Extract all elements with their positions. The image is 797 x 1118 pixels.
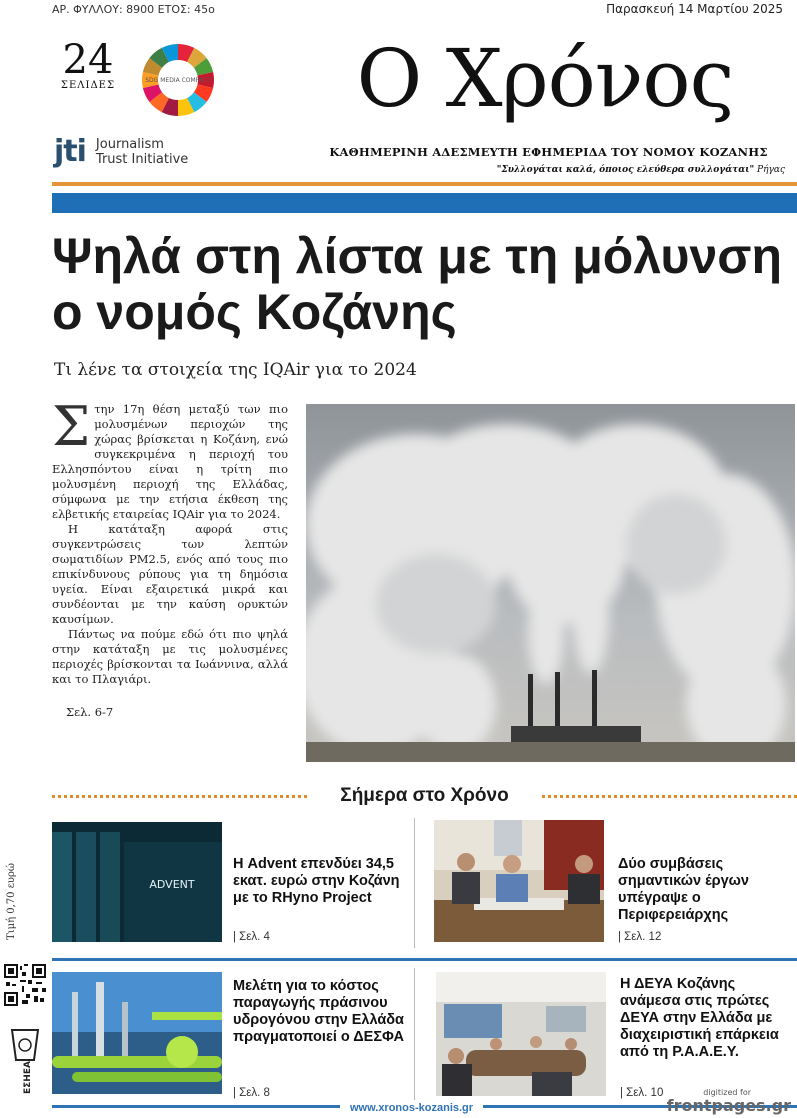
- lead-body: [52, 395, 288, 720]
- issue-number: ΑΡ. ΦΥΛΛΟΥ: 8900 ΕΤΟΣ: 45ο: [52, 2, 215, 16]
- blue-band: [52, 193, 797, 213]
- lead-page-ref[interactable]: Σελ. 6-7: [66, 705, 114, 719]
- page-count-label: ΣΕΛΙΔΕΣ: [60, 80, 116, 91]
- jti-line-1: Journalism: [95, 136, 164, 152]
- teaser-page-4[interactable]: | Σελ. 10: [620, 1087, 664, 1099]
- teaser-page-1[interactable]: | Σελ. 4: [233, 931, 270, 943]
- jti-logo: [54, 134, 188, 169]
- teaser-divider-bottom: [414, 968, 415, 1100]
- section-title: Σήμερα στο Χρόνο: [340, 785, 509, 806]
- sdg-media-compact-logo: [140, 42, 216, 118]
- masthead-quote: [497, 165, 785, 175]
- advent-thumbnail[interactable]: [52, 822, 222, 942]
- price-text: Τιμή 0,70 ευρώ: [6, 863, 17, 940]
- teaser-divider-top: [414, 818, 415, 948]
- teaser-title-4[interactable]: Η ΔΕΥΑ Κοζάνης ανάμεσα στις πρώτες ΔΕΥΑ στην Ελλάδα με διαχειριστική επάρκεια από τη Ρ.Α.Α.Ε.Υ.: [620, 976, 779, 1060]
- newspaper-tagline: ΚΑΘΗΜΕΡΙΝΗ ΑΔΕΣΜΕΥΤΗ ΕΦΗΜΕΡΙΔΑ ΤΟΥ ΝΟΜΟΥ ΚΟΖΑΝΗΣ: [329, 145, 768, 159]
- frontpages-watermark: [667, 1088, 791, 1115]
- newspaper-logo: Ο Χρόνος: [356, 32, 734, 125]
- top-bar: [52, 0, 783, 18]
- issue-date: Παρασκευή 14 Μαρτίου 2025: [606, 2, 783, 16]
- hydrogen-plant-thumbnail[interactable]: [52, 972, 222, 1094]
- signing-meeting-thumbnail[interactable]: [434, 820, 604, 942]
- teaser-title-1[interactable]: Η Advent επενδύει 34,5 εκατ. ευρώ στην Κοζάνη με το RHyno Project: [233, 856, 400, 906]
- power-plant-smoke-photo[interactable]: [306, 404, 795, 762]
- lead-subhead: Τι λένε τα στοιχεία της IQAir για το 2024: [54, 360, 417, 380]
- orange-rule: [52, 182, 797, 186]
- page-count-number: 24: [62, 37, 114, 83]
- jti-mark: jti: [54, 134, 86, 169]
- sdg-label: SDG MEDIA COMPACT: [145, 77, 211, 84]
- quote-author: Ρήγας: [757, 165, 785, 175]
- quote-text: "Συλλογάται καλά, όποιος ελεύθερα συλλογάται": [496, 165, 755, 175]
- lead-paragraph-2: Η κατάταξη αφορά στις συγκεντρώσεις των λεπτών σωματιδίων PM2.5, ενός από τους πιο επικίνδυνους ρύπους για τη δημόσια υγεία. Είναι εξαιρετικά μικρά και συνδέονται με την καύση ορυκτών καυσίμων.: [52, 522, 288, 626]
- lead-headline[interactable]: Ψηλά στη λίστα με τη μόλυνση ο νομός Κοζάνης: [52, 228, 783, 340]
- teaser-title-2[interactable]: Δύο συμβάσεις σημαντικών έργων υπέγραψε ο Περιφερειάρχης: [618, 856, 749, 923]
- drop-cap: Σ: [52, 395, 91, 458]
- price-label: [6, 850, 22, 940]
- teaser-page-2[interactable]: | Σελ. 12: [618, 931, 662, 943]
- esiea-text: ΕΣΗΕΑ: [23, 1061, 33, 1094]
- teaser-page-3[interactable]: | Σελ. 8: [233, 1087, 270, 1099]
- qr-code[interactable]: [4, 964, 46, 1006]
- teaser-row-divider: [52, 958, 797, 961]
- teaser-title-3[interactable]: Μελέτη για το κόστος παραγωγής πράσινου υδρογόνου στην Ελλάδα πραγματοποιεί ο ΔΕΣΦΑ: [233, 978, 405, 1045]
- esiea-badge: [8, 1026, 42, 1098]
- today-section-header: [52, 784, 797, 808]
- deya-meeting-thumbnail[interactable]: [436, 972, 606, 1096]
- watermark-big: frontpages.gr: [666, 1096, 791, 1115]
- page-count: [52, 37, 124, 91]
- footer-url[interactable]: www.xronos-kozanis.gr: [340, 1102, 483, 1114]
- lead-paragraph-3: Πάντως να πούμε εδώ ότι πιο ψηλά στην κατάταξη με τις μολυσμένες περιοχές βρίσκονται τα Ιωάννινα, αλλά και το Πλαγιάρι.: [52, 627, 288, 686]
- watermark-small: digitized for: [703, 1088, 751, 1097]
- lead-paragraph-1: την 17η θέση μεταξύ των πιο μολυσμένων περιοχών της χώρας βρίσκεται η Κοζάνη, ενώ συγκεκριμένα η περιοχή του Ελλησπόντου είναι η τρίτη πιο μολυσμένη περιοχή της Ελλάδας, σύμφωνα με την ετήσια έκθεση της ελβετικής εταιρείας IQAir για το 2024.: [52, 402, 288, 521]
- advent-thumb-text: ADVENT: [149, 878, 195, 891]
- jti-line-2: Trust Initiative: [95, 151, 189, 167]
